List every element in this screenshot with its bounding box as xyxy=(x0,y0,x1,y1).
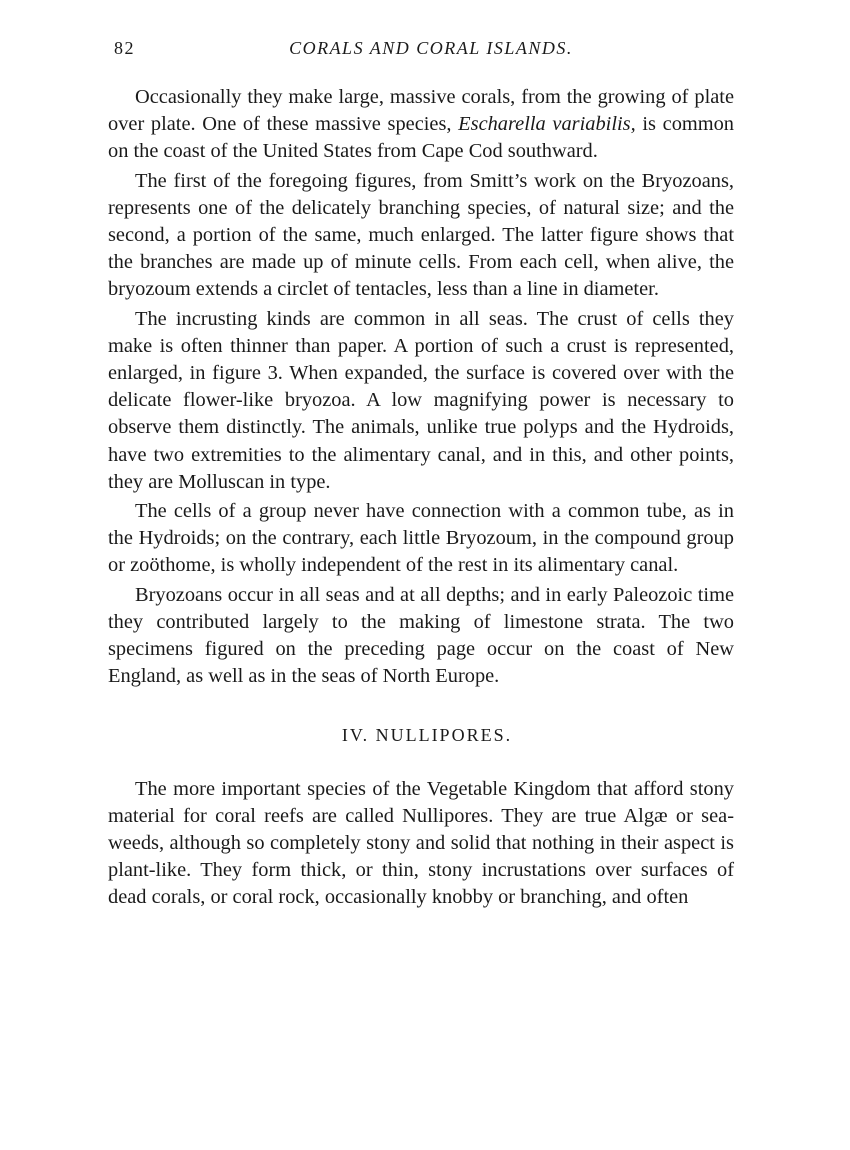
species-name: Escharella variabilis, xyxy=(458,113,636,136)
paragraph-foregoing-figures: The first of the foregoing figures, from Smitt’s work on the Bryozoans, represents one of the delicately branching species, of natural size; and the second, a portion of the same, much enlarged. The latter figure shows that the branches are made up of minute cells. From each cell, when alive, the bryozoum extends a circlet of tentacles, less than a line in diameter. xyxy=(108,169,734,301)
body-text xyxy=(108,84,734,912)
paragraph-cells-of-group: The cells of a group never have connection with a common tube, as in the Hydroids; on the contrary, each little Bryozoum, in the compound group or zoöthome, is wholly independent of the rest in its alimentary canal. xyxy=(108,500,734,577)
paragraph-massive-corals xyxy=(108,84,734,166)
paragraph-nullipores: The more important species of the Vegetable Kingdom that afford stony material for coral reefs are called Nullipores. They are true Algæ or sea-weeds, although so completely stony and solid that nothing in their aspect is plant-like. They form thick, or thin, stony incrustations over surfaces of dead corals, or coral rock, occasionally knobby or branching, and often xyxy=(108,777,734,909)
paragraph-bryozoans-occur: Bryozoans occur in all seas and at all depths; and in early Paleozoic time they contributed largely to the making of limestone strata. The two specimens figured on the preceding page occur on the coast of New England, as well as in the seas of North Europe. xyxy=(108,583,734,688)
running-head xyxy=(108,38,734,72)
paragraph-text: Occasionally they make large, massive corals, from the growing of plate over plate. One of these massive species, xyxy=(108,86,734,136)
paragraph-text: is common on the coast of the United States from Cape Cod southward. xyxy=(108,113,734,163)
section-heading: IV. NULLIPORES. xyxy=(341,725,513,746)
page-number: 82 xyxy=(114,38,135,58)
paragraph-incrusting-kinds: The incrusting kinds are common in all seas. The crust of cells they make is often thinner than paper. A portion of such a crust is represented, enlarged, in figure 3. When expanded, the surface is covered over with the delicate flower-like bryozoa. A low magnifying power is necessary to observe them distinctly. The animals, unlike true polyps and the Hydroids, have two extremities to the alimentary canal, and in this, and other points, they are Molluscan in type. xyxy=(108,307,734,493)
running-title: CORALS AND CORAL ISLANDS. xyxy=(289,38,573,58)
book-page xyxy=(108,38,734,914)
